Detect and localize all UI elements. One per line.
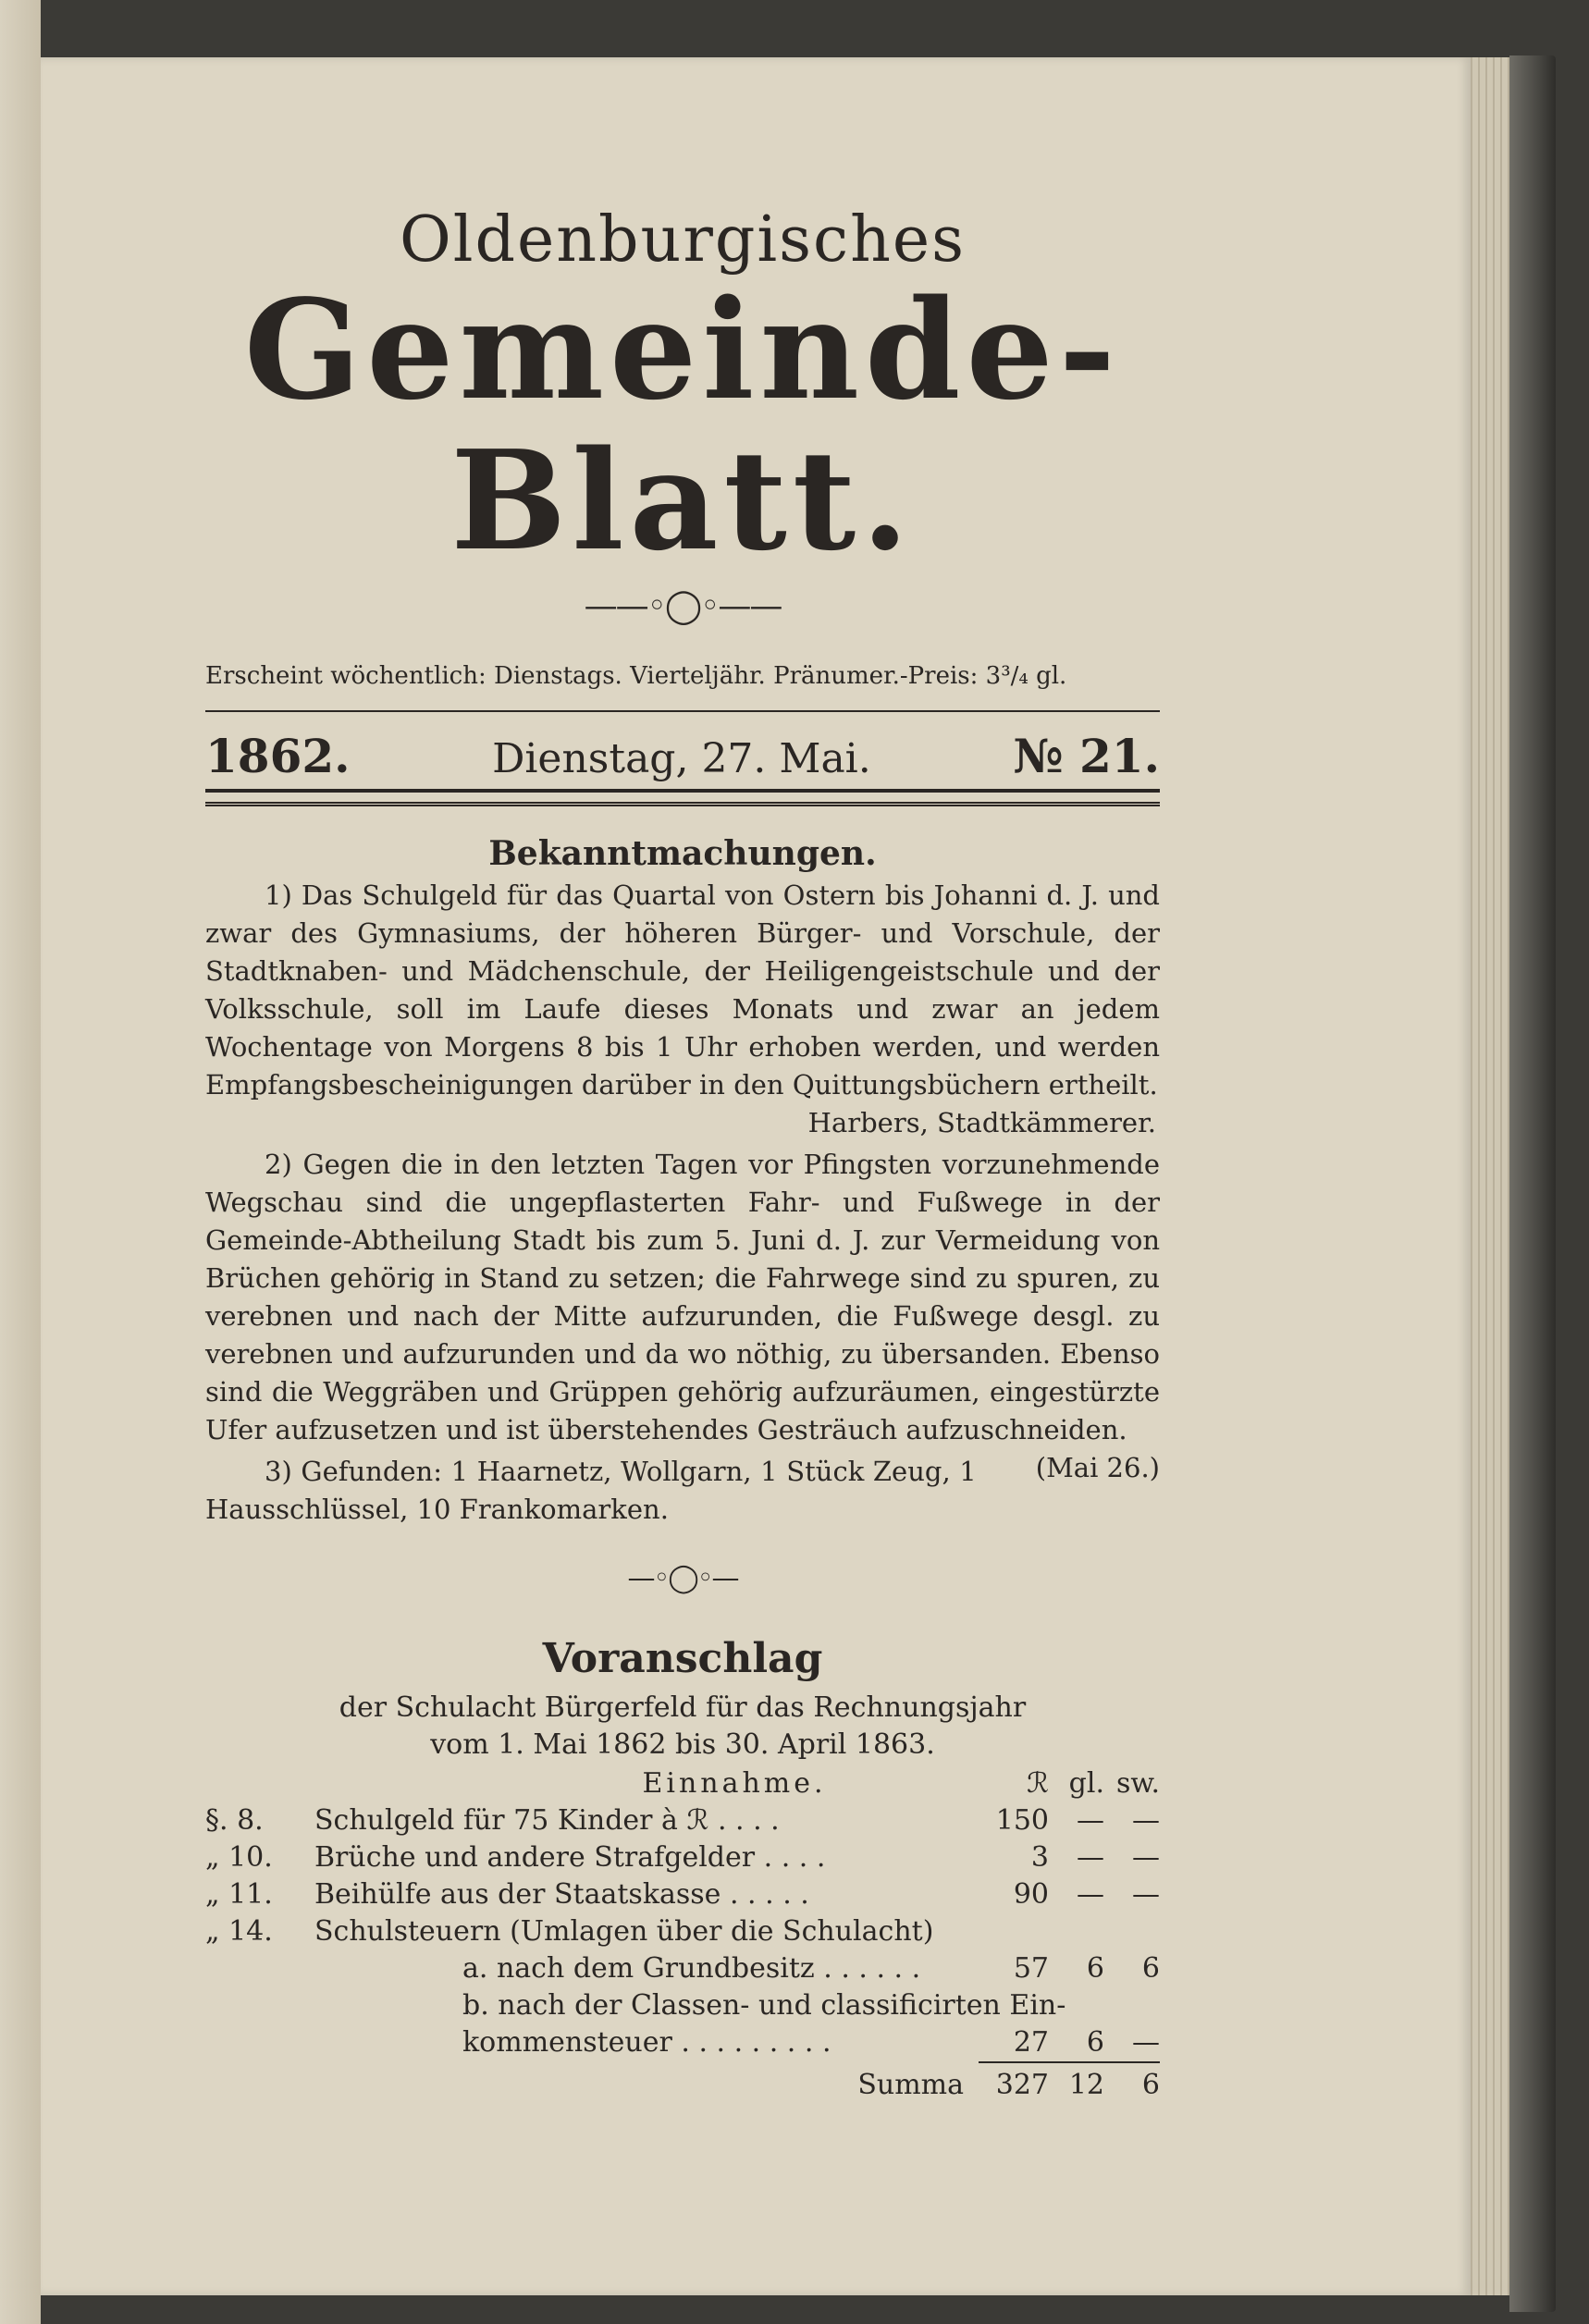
row-gs: — bbox=[1077, 1803, 1104, 1837]
notice-1-signature: Harbers, Stadtkämmerer. bbox=[807, 1106, 1156, 1138]
announcements-heading: Bekanntmachungen. bbox=[488, 833, 877, 873]
issue-line bbox=[205, 729, 1160, 783]
row-desc: Brüche und andere Strafgelder . . . . bbox=[314, 1840, 826, 1874]
row-desc: a. nach dem Grundbesitz . . . . . . bbox=[462, 1951, 921, 1985]
budget-heading: Voranschlag bbox=[542, 1634, 823, 1682]
issue-double-rule bbox=[205, 802, 1160, 806]
budget-row bbox=[205, 1876, 1160, 1913]
row-amount: 90 bbox=[1013, 1877, 1049, 1911]
masthead-title: Gemeinde-Blatt. bbox=[243, 269, 1122, 581]
notice-2-date: (Mai 26.) bbox=[1035, 1451, 1160, 1483]
column-header-amount: ℛ bbox=[1027, 1766, 1049, 1800]
row-desc: Schulsteuern (Umlagen über die Schulacht) bbox=[314, 1914, 934, 1948]
row-sw: — bbox=[1132, 1803, 1160, 1837]
column-header-section: Einnahme. bbox=[642, 1766, 827, 1800]
budget-row bbox=[205, 2024, 1160, 2062]
row-para bbox=[205, 2024, 314, 2062]
row-gs: — bbox=[1077, 1840, 1104, 1874]
budget-row bbox=[205, 1987, 1160, 2024]
column-header-para bbox=[205, 1765, 314, 1802]
issue-number: № 21. bbox=[1013, 728, 1160, 783]
issue-date: Dienstag, 27. Mai. bbox=[492, 734, 871, 782]
row-sw: — bbox=[1132, 1840, 1160, 1874]
budget-column-headers bbox=[205, 1765, 1160, 1802]
budget-subtitle-2: vom 1. Mai 1862 bis 30. April 1863. bbox=[430, 1728, 935, 1761]
sum-gs: 12 bbox=[1068, 2068, 1104, 2101]
notice-3: 3) Gefunden: 1 Haarnetz, Wollgarn, 1 Stück Zeug, 1 Hausschlüssel, 10 Frankomarken. bbox=[205, 1455, 977, 1525]
page-content bbox=[205, 194, 1160, 2104]
row-amount: 57 bbox=[1013, 1951, 1049, 1985]
sum-sw: 6 bbox=[1141, 2068, 1160, 2101]
sum-amount: 327 bbox=[995, 2068, 1049, 2101]
row-desc: Beihülfe aus der Staatskasse . . . . . bbox=[314, 1877, 809, 1911]
budget-subtitle-1: der Schulacht Bürgerfeld für das Rechnungsjahr bbox=[339, 1691, 1027, 1724]
issue-year: 1862. bbox=[205, 728, 351, 783]
row-sw: — bbox=[1132, 2025, 1160, 2059]
row-desc: Schulgeld für 75 Kinder à ℛ . . . . bbox=[314, 1803, 780, 1837]
row-sw: 6 bbox=[1141, 1951, 1160, 1985]
budget-table bbox=[205, 1765, 1160, 2104]
notice-1: 1) Das Schulgeld für das Quartal von Ostern bis Johanni d. J. und zwar des Gymnasiums, der höheren Bürger- und Vorschule, der Stadtknaben- und Mädchenschule, der Heiligengeistschule und der Volksschule, soll im Laufe dieses Monats und zwar an jedem Wochentage von Morgens 8 bis 1 Uhr erhoben werden, und werden Empfangsbescheinigungen darüber in den Quittungsbüchern ertheilt. bbox=[205, 879, 1160, 1101]
row-desc: kommensteuer . . . . . . . . . bbox=[462, 2025, 831, 2059]
budget-row bbox=[205, 1802, 1160, 1839]
row-gs: — bbox=[1077, 1877, 1104, 1911]
issue-bottom-rule bbox=[205, 789, 1160, 793]
row-para: „ 14. bbox=[205, 1914, 273, 1948]
row-gs: 6 bbox=[1086, 1951, 1104, 1985]
notice-2-text: 2) Gegen die in den letzten Tagen vor Pfingsten vorzunehmende Wegschau sind die ungepflasterten Fahr- und Fußwege in der Gemeinde-Abtheilung Stadt bis zum 5. Juni d. J. zur Vermeidung von Brüchen gehörig in Stand zu setzen; die Fahrwege sind zu spuren, zu verebnen und nach der Mitte aufzurunden, die Fußwege desgl. zu verebnen und aufzurunden und da wo nöthig, zu übersanden. Ebenso sind die Weggräben und Grüppen gehörig aufzuräumen, eingestürzte Ufer aufzusetzen und ist überstehendes Gesträuch aufzuschneiden. bbox=[205, 1148, 1160, 1445]
row-para bbox=[205, 1950, 314, 1987]
column-header-gs: gl. bbox=[1068, 1766, 1104, 1800]
row-para: §. 8. bbox=[205, 1803, 264, 1837]
budget-row bbox=[205, 1913, 1160, 1950]
row-amount: 27 bbox=[1013, 2025, 1049, 2059]
book-cover-edge bbox=[1509, 55, 1556, 2312]
row-para: „ 10. bbox=[205, 1840, 273, 1874]
notice-2 bbox=[205, 1146, 1160, 1483]
masthead-subtitle: Oldenburgisches bbox=[399, 203, 967, 277]
issue-top-rule bbox=[205, 710, 1160, 712]
row-sw: — bbox=[1132, 1877, 1160, 1911]
sum-label: Summa bbox=[857, 2068, 964, 2101]
facing-page-edge bbox=[0, 0, 41, 2324]
row-para: „ 11. bbox=[205, 1877, 273, 1911]
row-para bbox=[205, 1987, 314, 2024]
row-gs: 6 bbox=[1086, 2025, 1104, 2059]
column-header-sw: sw. bbox=[1115, 1766, 1160, 1800]
row-amount: 3 bbox=[1030, 1840, 1049, 1874]
budget-sum-row bbox=[205, 2067, 1160, 2104]
budget-row bbox=[205, 1839, 1160, 1876]
row-desc: b. nach der Classen- und classificirten Ein- bbox=[462, 1988, 1066, 2022]
budget-row bbox=[205, 1950, 1160, 1987]
row-amount: 150 bbox=[995, 1803, 1049, 1837]
section-divider-ornament: —◦◯◦— bbox=[627, 1561, 738, 1594]
masthead-ornament: ——◦◯◦—— bbox=[584, 586, 782, 625]
subscription-line: Erscheint wöchentlich: Dienstags. Vierteljähr. Pränumer.-Preis: 3³/₄ gl. bbox=[205, 661, 1067, 690]
